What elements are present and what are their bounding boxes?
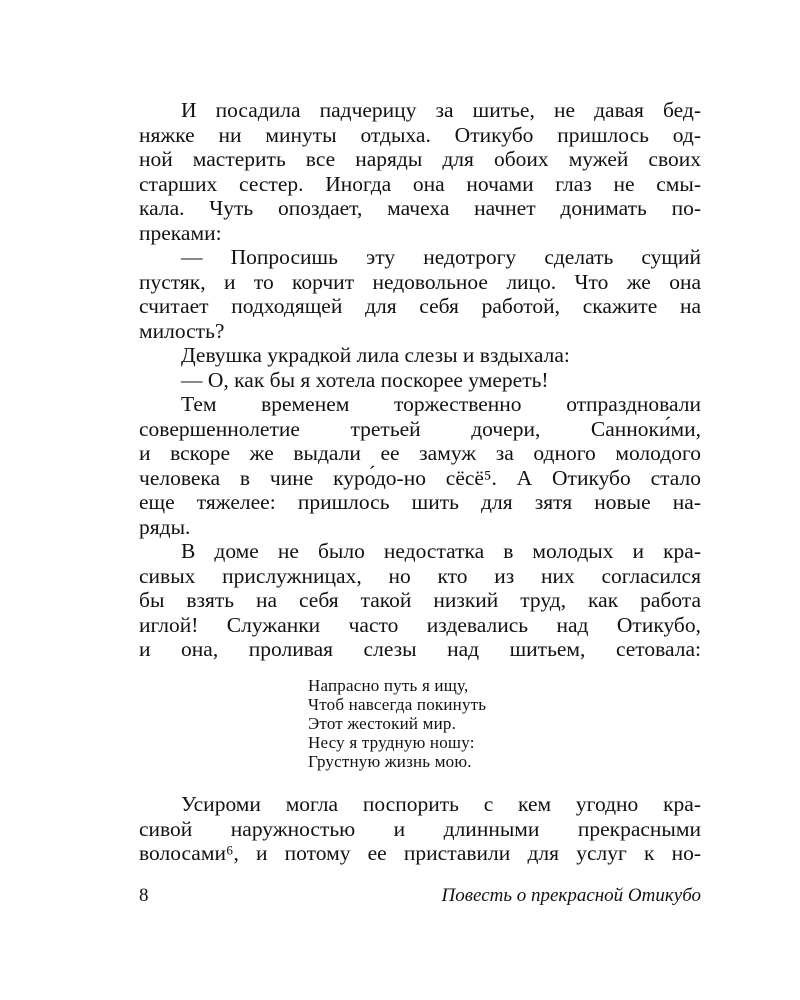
- text-line: милость?: [139, 318, 225, 343]
- text-line: Тем временем торжественно отпраздновали: [181, 392, 701, 416]
- text-line: кала. Чуть опоздает, мачеха начнет донимать по-: [139, 196, 701, 220]
- text-line: еще тяжелее: пришлось шить для зятя новые на-: [139, 490, 701, 514]
- paragraph-3: [139, 343, 701, 368]
- text-line: Девушка украдкой лила слезы и вздыхала:: [181, 343, 570, 367]
- text-line: волосами⁶, и потому ее приставили для услуг к но-: [139, 841, 701, 865]
- page-footer: [139, 885, 701, 909]
- poem-line: Этот жестокий мир.: [308, 714, 457, 733]
- text-line: совершеннолетие третьей дочери, Санноки́ми,: [139, 416, 701, 441]
- paragraph-4: [139, 368, 701, 393]
- main-text: [139, 98, 701, 662]
- text-line: иглой! Служанки часто издевались над Отикубо,: [139, 612, 701, 637]
- paragraph-5: [139, 392, 701, 539]
- text-line: пустяк, и то корчит недовольное лицо. Что же она: [139, 269, 701, 294]
- text-line: старших сестер. Иногда она ночами глаз не смы-: [139, 171, 701, 196]
- paragraph-7: [139, 792, 701, 866]
- text-line: и она, проливая слезы над шитьем, сетовала:: [139, 637, 701, 661]
- paragraph-2: [139, 245, 701, 343]
- text-line: В доме не было недостатка в молодых и кра-: [181, 539, 701, 563]
- text-line: няжке ни минуты отдыха. Отикубо пришлось од-: [139, 122, 701, 147]
- paragraph-1: [139, 98, 701, 245]
- page-number: 8: [139, 885, 149, 906]
- continuation-text: [139, 792, 701, 866]
- running-title: Повесть о прекрасной Отикубо: [441, 885, 701, 906]
- text-line: и вскоре же выдали ее замуж за одного молодого: [139, 441, 701, 465]
- text-line: человека в чине куро́до-но сёсё⁵. А Отикубо стало: [139, 465, 701, 490]
- text-line: ной мастерить все наряды для обоих мужей своих: [139, 147, 701, 171]
- paragraph-6: [139, 539, 701, 662]
- poem-line: Чтоб навсегда покинуть: [308, 695, 487, 714]
- text-line: считает подходящей для себя работой, скажите на: [139, 294, 701, 318]
- text-line: ряды.: [139, 514, 191, 539]
- text-line: бы взять на себя такой низкий труд, как работа: [139, 588, 701, 612]
- text-line: — О, как бы я хотела поскорее умереть!: [181, 367, 549, 392]
- text-line: — Попросишь эту недотрогу сделать сущий: [181, 245, 701, 269]
- poem: [308, 676, 486, 771]
- text-line: преками:: [139, 220, 222, 245]
- text-line: И посадила падчерицу за шитье, не давая бед-: [181, 98, 701, 122]
- text-line: Усироми могла поспорить с кем угодно кра-: [181, 792, 701, 816]
- poem-line: Грустную жизнь мою.: [308, 752, 472, 771]
- poem-line: Несу я трудную ношу:: [308, 733, 475, 752]
- text-line: сивой наружностью и длинными прекрасными: [139, 816, 701, 841]
- text-line: сивых прислужницах, но кто из них согласился: [139, 563, 701, 588]
- poem-line: Напрасно путь я ищу,: [308, 676, 469, 695]
